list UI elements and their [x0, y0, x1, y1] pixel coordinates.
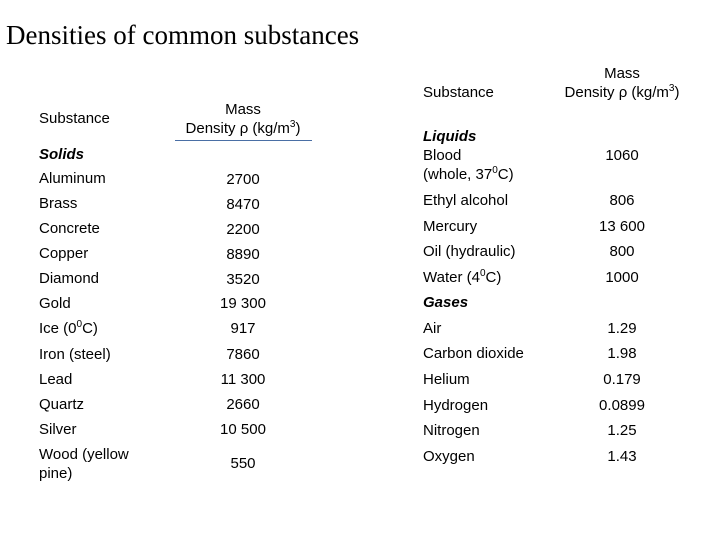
gas-name: Helium — [423, 371, 470, 388]
solid-name: Gold — [39, 295, 71, 312]
solid-name: Lead — [39, 371, 73, 388]
liquid-name — [423, 146, 514, 184]
gas-name: Hydrogen — [423, 397, 489, 414]
right-substance-header: Substance — [423, 84, 494, 101]
liquid-density: 1060 — [605, 147, 639, 164]
gas-density: 0.179 — [603, 371, 641, 388]
degree-superscript: 0 — [479, 268, 486, 279]
solid-density: 3520 — [226, 271, 260, 288]
solid-name: Iron (steel) — [39, 346, 111, 363]
solid-name: Copper — [39, 245, 89, 262]
solid-name: Wood (yellow pine) — [39, 446, 129, 482]
header-underline — [175, 140, 312, 141]
liquid-name — [423, 268, 501, 287]
right-density-header-line1: Mass — [604, 65, 640, 82]
right-density-header-text: Density ρ (kg/m — [564, 84, 669, 101]
gas-name: Carbon dioxide — [423, 345, 524, 362]
left-density-header-line1: Mass — [225, 101, 261, 118]
gas-density: 1.25 — [607, 422, 637, 439]
solid-name — [39, 319, 98, 338]
solid-name: Concrete — [39, 220, 100, 237]
solid-name: Silver — [39, 421, 77, 438]
liquid-name-text: Water (4 — [423, 269, 480, 286]
gases-section-label: Gases — [423, 294, 469, 311]
solid-density: 917 — [230, 320, 256, 337]
degree-superscript: 0 — [76, 319, 83, 330]
liquids-section-label: Liquids — [423, 128, 477, 145]
right-density-header-exponent: 3 — [668, 83, 675, 94]
solid-density: 11 300 — [220, 371, 266, 388]
liquid-name: Oil (hydraulic) — [423, 243, 516, 260]
left-density-header-exponent: 3 — [289, 119, 296, 130]
solid-density: 8470 — [226, 196, 260, 213]
gas-density: 1.29 — [607, 320, 637, 337]
liquid-density: 1000 — [605, 269, 639, 286]
solid-name-text: Ice (0 — [39, 320, 77, 337]
solid-name-unit: C) — [82, 320, 98, 337]
liquid-density: 806 — [609, 192, 635, 209]
left-density-header-text: Density ρ (kg/m — [185, 120, 290, 137]
gas-density: 0.0899 — [599, 397, 645, 414]
solids-section-label: Solids — [39, 146, 85, 163]
liquid-name-unit: C) — [497, 166, 514, 183]
gas-name: Air — [423, 320, 442, 337]
solid-density: 2200 — [226, 221, 260, 238]
liquid-name-unit: C) — [485, 269, 502, 286]
left-substance-header: Substance — [39, 110, 110, 127]
liquid-name-detail: (whole, 37 — [423, 166, 493, 183]
solid-name: Aluminum — [39, 170, 106, 187]
gas-density: 1.43 — [607, 448, 637, 465]
solid-density: 2660 — [226, 396, 260, 413]
left-density-header — [186, 100, 301, 138]
solid-density: 7860 — [226, 346, 260, 363]
solid-density: 2700 — [226, 171, 260, 188]
solid-name: Diamond — [39, 270, 100, 287]
solid-name: Brass — [39, 195, 78, 212]
gas-density: 1.98 — [607, 345, 637, 362]
page-title: Densities of common substances — [6, 20, 360, 50]
gas-name: Nitrogen — [423, 422, 480, 439]
left-density-header-close: ) — [295, 120, 301, 137]
right-density-header — [565, 64, 680, 102]
gas-name: Oxygen — [423, 448, 475, 465]
solid-density: 19 300 — [220, 295, 266, 312]
solid-density: 8890 — [226, 246, 260, 263]
right-density-header-close: ) — [674, 84, 680, 101]
solid-name: Quartz — [39, 396, 85, 413]
solid-density: 10 500 — [220, 421, 266, 438]
liquid-name: Ethyl alcohol — [423, 192, 509, 209]
liquid-density: 13 600 — [599, 218, 645, 235]
solid-density: 550 — [230, 455, 256, 472]
liquid-name: Mercury — [423, 218, 478, 235]
degree-superscript: 0 — [492, 165, 498, 176]
liquid-name-text: Blood — [423, 147, 462, 164]
liquid-density: 800 — [609, 243, 635, 260]
